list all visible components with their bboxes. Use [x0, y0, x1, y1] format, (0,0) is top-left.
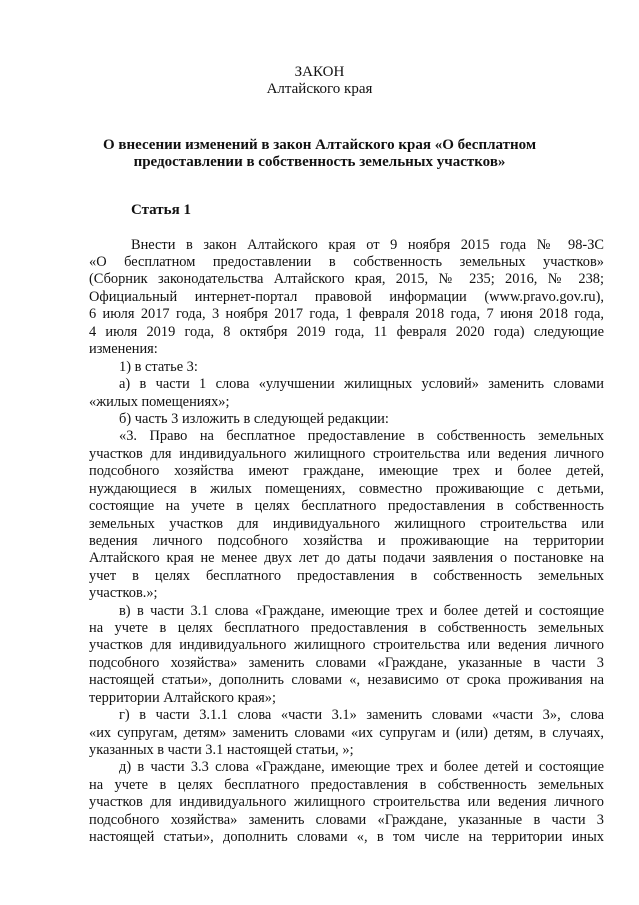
article-title: Статья 1: [131, 202, 191, 218]
body-line: на учете в целях бесплатного предоставления в собственность земельных: [89, 620, 604, 636]
body-line: настоящей статьи», дополнить словами «, в том числе на территории иных: [89, 829, 604, 845]
body-line: в) в части 3.1 слова «Граждане, имеющие трех и более детей и состоящие: [119, 603, 604, 619]
body-line: состоящие на учете в целях бесплатного предоставления в собственность: [89, 498, 604, 514]
subject-line-1: О внесении изменений в закон Алтайского края «О бесплатном: [102, 137, 537, 153]
body-line: участков.»;: [89, 585, 158, 601]
body-line: на учете в целях бесплатного предоставления в собственность земельных: [89, 777, 604, 793]
body-line: г) в части 3.1.1 слова «части 3.1» заменить словами «части 3», слова: [119, 707, 604, 723]
body-line: подсобного хозяйства» заменить словами «Граждане, указанные в части 3: [89, 655, 604, 671]
subject-line-2: предоставлении в собственность земельных участков»: [133, 154, 506, 170]
law-title: ЗАКОН: [294, 64, 345, 80]
body-line: 1) в статье 3:: [119, 359, 198, 375]
body-line: изменения:: [89, 341, 158, 357]
body-line: Алтайского края не менее двух лет до даты подачи заявления о постановке на: [89, 550, 604, 566]
region-name: Алтайского края: [266, 81, 373, 97]
body-line: «3. Право на бесплатное предоставление в собственность земельных: [119, 428, 604, 444]
body-line: земельных участков для индивидуального жилищного строительства или: [89, 516, 604, 532]
body-line: учет в целях бесплатного предоставления в собственность земельных: [89, 568, 604, 584]
body-line: подсобного хозяйства имеют граждане, имеющие трех и более детей,: [89, 463, 604, 479]
body-line: д) в части 3.3 слова «Граждане, имеющие трех и более детей и состоящие: [119, 759, 604, 775]
body-line: участков для индивидуального жилищного строительства или ведения личного: [89, 637, 604, 653]
body-line: подсобного хозяйства» заменить словами «Граждане, указанные в части 3: [89, 812, 604, 828]
body-line: указанных в части 3.1 настоящей статьи, »;: [89, 742, 354, 758]
body-line: б) часть 3 изложить в следующей редакции:: [119, 411, 389, 427]
body-line: 6 июля 2017 года, 3 ноября 2017 года, 1 февраля 2018 года, 7 июня 2018 года,: [89, 306, 604, 322]
body-line: участков для индивидуального жилищного строительства или ведения личного: [89, 794, 604, 810]
body-line: «их супругам, детям» заменить словами «их супругам и (или) детям, в случаях,: [89, 725, 604, 741]
body-line: настоящей статьи», дополнить словами «, независимо от срока проживания на: [89, 672, 604, 688]
body-line: (Сборник законодательства Алтайского края, 2015, № 235; 2016, № 238;: [89, 271, 604, 287]
body-line: «О бесплатном предоставлении в собственность земельных участков»: [89, 254, 604, 270]
body-line: ведения личного подсобного хозяйства и проживающие на территории: [89, 533, 604, 549]
body-line: территории Алтайского края»;: [89, 690, 276, 706]
body-line: 4 июля 2019 года, 8 октября 2019 года, 11 февраля 2020 года) следующие: [89, 324, 604, 340]
body-line: участков для индивидуального жилищного строительства или ведения личного: [89, 446, 604, 462]
body-line: Внести в закон Алтайского края от 9 ноября 2015 года № 98-ЗС: [131, 237, 604, 253]
body-line: нуждающиеся в жилых помещениях, совместно проживающие с детьми,: [89, 481, 604, 497]
body-line: а) в части 1 слова «улучшении жилищных условий» заменить словами: [119, 376, 604, 392]
body-line: «жилых помещениях»;: [89, 394, 230, 410]
body-line: Официальный интернет-портал правовой информации (www.pravo.gov.ru),: [89, 289, 604, 305]
